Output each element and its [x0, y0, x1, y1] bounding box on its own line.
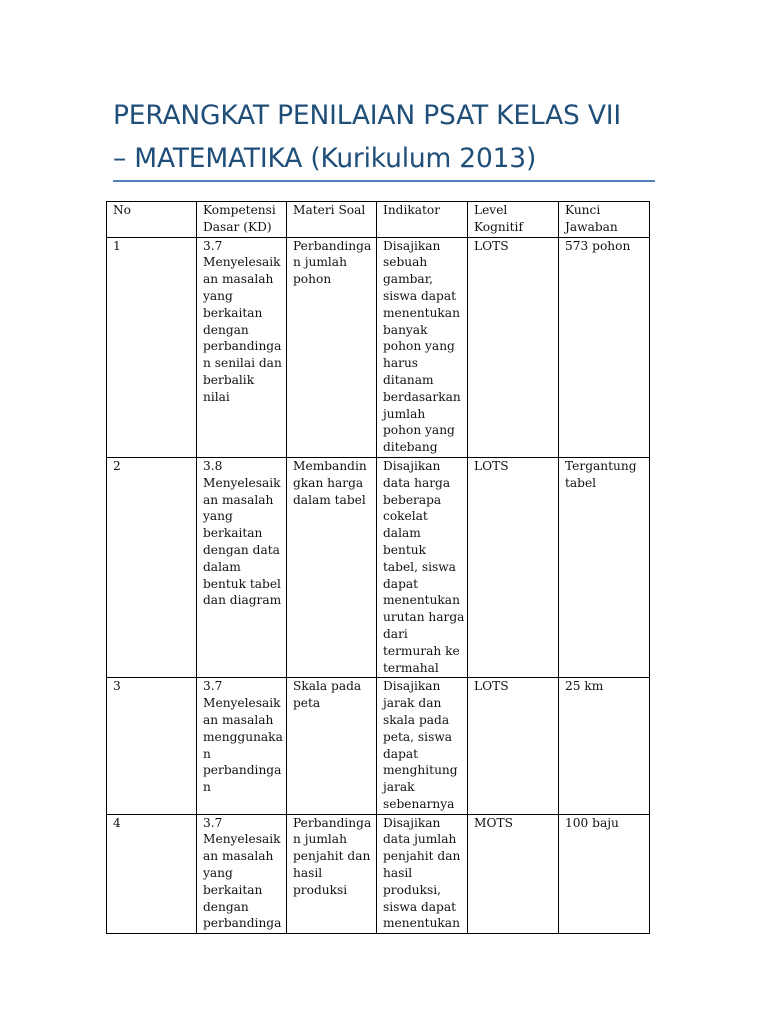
cell-no: [107, 457, 197, 677]
cell-text-line: siswa dapat: [383, 899, 457, 914]
cell-text-line: Kunci: [565, 203, 601, 217]
cell-text-line: yang: [203, 509, 233, 524]
cell-text-line: perbandinga: [203, 763, 282, 778]
cell-text-line: produksi: [293, 882, 348, 897]
cell-text-line: dan diagram: [203, 593, 282, 608]
cell-text-line: penjahit dan: [383, 849, 461, 864]
cell-text-line: berkaitan: [203, 305, 263, 320]
cell-no: [107, 237, 197, 457]
table-row: [107, 678, 650, 814]
cell-text-line: bentuk: [383, 542, 426, 557]
header-cell-no: [107, 202, 197, 238]
cell-text-line: n jumlah: [293, 832, 347, 847]
cell-text-line: Menyelesaik: [203, 696, 281, 711]
cell-text-line: 573 pohon: [565, 238, 631, 253]
header-cell-kunci: [559, 202, 650, 238]
cell-text-line: dengan: [203, 322, 249, 337]
cell-text-line: produksi,: [383, 882, 442, 897]
cell-text-line: n: [203, 780, 211, 795]
cell-text-line: dapat: [383, 576, 419, 591]
cell-text-line: 3.7: [203, 815, 223, 830]
cell-text-line: Kognitif: [474, 219, 523, 234]
cell-text-line: jarak dan: [383, 696, 442, 711]
cell-indikator: [377, 237, 468, 457]
cell-text-line: berkaitan: [203, 526, 263, 541]
cell-text-line: skala pada: [383, 712, 450, 727]
cell-text-line: menghitung: [383, 763, 458, 778]
cell-indikator: [377, 678, 468, 814]
cell-text-line: termurah ke: [383, 643, 460, 658]
cell-text-line: yang: [203, 866, 233, 881]
cell-level: [468, 457, 559, 677]
cell-text-line: Skala pada: [293, 679, 362, 694]
cell-text-line: Menyelesaik: [203, 832, 281, 847]
cell-text-line: dapat: [383, 746, 419, 761]
cell-text-line: Indikator: [383, 203, 441, 217]
cell-text-line: Materi Soal: [293, 203, 366, 217]
cell-text-line: menentukan: [383, 593, 460, 608]
cell-text-line: gambar,: [383, 272, 434, 287]
cell-text-line: n jumlah: [293, 255, 347, 270]
cell-text-line: n: [203, 746, 211, 761]
cell-text-line: 25 km: [565, 679, 604, 694]
cell-text-line: dengan: [203, 899, 249, 914]
header-cell-kd: [197, 202, 287, 238]
cell-text-line: 3.7: [203, 238, 223, 253]
table-row: [107, 237, 650, 457]
cell-text-line: Disajikan: [383, 815, 441, 830]
cell-text-line: Dasar (KD): [203, 219, 272, 234]
cell-text-line: dalam: [203, 559, 241, 574]
cell-text-line: sebenarnya: [383, 796, 455, 811]
cell-kunci: [559, 237, 650, 457]
cell-text-line: tabel, siswa: [383, 559, 456, 574]
cell-text-line: 3: [113, 679, 121, 694]
cell-text-line: an masalah: [203, 492, 274, 507]
cell-text-line: termahal: [383, 660, 439, 675]
cell-no: [107, 678, 197, 814]
cell-text-line: beberapa: [383, 492, 442, 507]
cell-indikator: [377, 457, 468, 677]
cell-text-line: 4: [113, 815, 121, 830]
cell-text-line: pohon: [293, 272, 332, 287]
cell-text-line: perbandinga: [203, 339, 282, 354]
cell-text-line: sebuah: [383, 255, 428, 270]
cell-text-line: siswa dapat: [383, 288, 457, 303]
cell-text-line: an masalah: [203, 849, 274, 864]
title-line-1: PERANGKAT PENILAIAN PSAT KELAS VII: [113, 100, 621, 131]
cell-text-line: 100 baju: [565, 815, 619, 830]
cell-kunci: [559, 457, 650, 677]
document-title: [113, 94, 658, 180]
assessment-table: [106, 201, 650, 934]
cell-text-line: berbalik: [203, 372, 255, 387]
cell-text-line: jumlah: [383, 406, 426, 421]
cell-kd: [197, 678, 287, 814]
cell-materi: [287, 814, 377, 934]
cell-text-line: dengan data: [203, 542, 280, 557]
cell-text-line: Disajikan: [383, 238, 441, 253]
cell-level: [468, 814, 559, 934]
cell-text-line: LOTS: [474, 458, 509, 473]
cell-kd: [197, 457, 287, 677]
cell-text-line: ditebang: [383, 440, 438, 455]
cell-kd: [197, 814, 287, 934]
cell-text-line: dalam: [383, 526, 421, 541]
cell-text-line: Menyelesaik: [203, 475, 281, 490]
cell-text-line: Perbandinga: [293, 238, 372, 253]
cell-text-line: peta, siswa: [383, 729, 453, 744]
cell-text-line: harus: [383, 356, 419, 371]
cell-text-line: pohon yang: [383, 423, 455, 438]
cell-text-line: nilai: [203, 389, 230, 404]
cell-text-line: Perbandinga: [293, 815, 372, 830]
cell-text-line: penjahit dan: [293, 849, 371, 864]
cell-text-line: ditanam: [383, 372, 434, 387]
cell-text-line: pohon yang: [383, 339, 455, 354]
cell-text-line: n senilai dan: [203, 356, 282, 371]
cell-text-line: dalam tabel: [293, 492, 366, 507]
cell-materi: [287, 457, 377, 677]
cell-text-line: Jawaban: [565, 219, 618, 234]
cell-text-line: bentuk tabel: [203, 576, 281, 591]
cell-text-line: hasil: [293, 866, 323, 881]
cell-text-line: menentukan: [383, 305, 460, 320]
cell-text-line: No: [113, 203, 132, 217]
cell-level: [468, 237, 559, 457]
cell-text-line: an masalah: [203, 712, 274, 727]
cell-text-line: Disajikan: [383, 458, 441, 473]
cell-text-line: menentukan: [383, 916, 460, 931]
cell-kunci: [559, 814, 650, 934]
table-header-row: [107, 202, 650, 238]
cell-indikator: [377, 814, 468, 934]
cell-text-line: banyak: [383, 322, 428, 337]
cell-text-line: hasil: [383, 866, 413, 881]
cell-text-line: tabel: [565, 475, 597, 490]
cell-kunci: [559, 678, 650, 814]
table-row: [107, 457, 650, 677]
cell-text-line: LOTS: [474, 238, 509, 253]
cell-text-line: dari: [383, 626, 408, 641]
cell-materi: [287, 237, 377, 457]
cell-text-line: menggunaka: [203, 729, 283, 744]
cell-text-line: data jumlah: [383, 832, 457, 847]
cell-text-line: Level: [474, 203, 508, 217]
cell-level: [468, 678, 559, 814]
header-cell-indikator: [377, 202, 468, 238]
cell-text-line: an masalah: [203, 272, 274, 287]
cell-no: [107, 814, 197, 934]
cell-text-line: 3.8: [203, 458, 223, 473]
header-cell-materi: [287, 202, 377, 238]
cell-text-line: urutan harga: [383, 610, 465, 625]
title-underline: [113, 180, 655, 182]
cell-text-line: cokelat: [383, 509, 428, 524]
cell-text-line: 3.7: [203, 679, 223, 694]
cell-text-line: perbandinga: [203, 916, 282, 931]
cell-text-line: yang: [203, 288, 233, 303]
cell-text-line: Membandin: [293, 458, 367, 473]
cell-text-line: Disajikan: [383, 679, 441, 694]
title-line-2: – MATEMATIKA (Kurikulum 2013): [113, 143, 537, 174]
table-row: [107, 814, 650, 934]
cell-text-line: data harga: [383, 475, 451, 490]
cell-text-line: 1: [113, 238, 121, 253]
cell-kd: [197, 237, 287, 457]
cell-text-line: LOTS: [474, 679, 509, 694]
cell-text-line: gkan harga: [293, 475, 364, 490]
cell-text-line: Kompetensi: [203, 203, 276, 217]
cell-text-line: jarak: [383, 780, 415, 795]
cell-text-line: berdasarkan: [383, 389, 461, 404]
cell-text-line: Menyelesaik: [203, 255, 281, 270]
cell-text-line: Tergantung: [565, 458, 637, 473]
cell-materi: [287, 678, 377, 814]
cell-text-line: peta: [293, 696, 321, 711]
cell-text-line: MOTS: [474, 815, 513, 830]
header-cell-level: [468, 202, 559, 238]
cell-text-line: 2: [113, 458, 121, 473]
cell-text-line: berkaitan: [203, 882, 263, 897]
